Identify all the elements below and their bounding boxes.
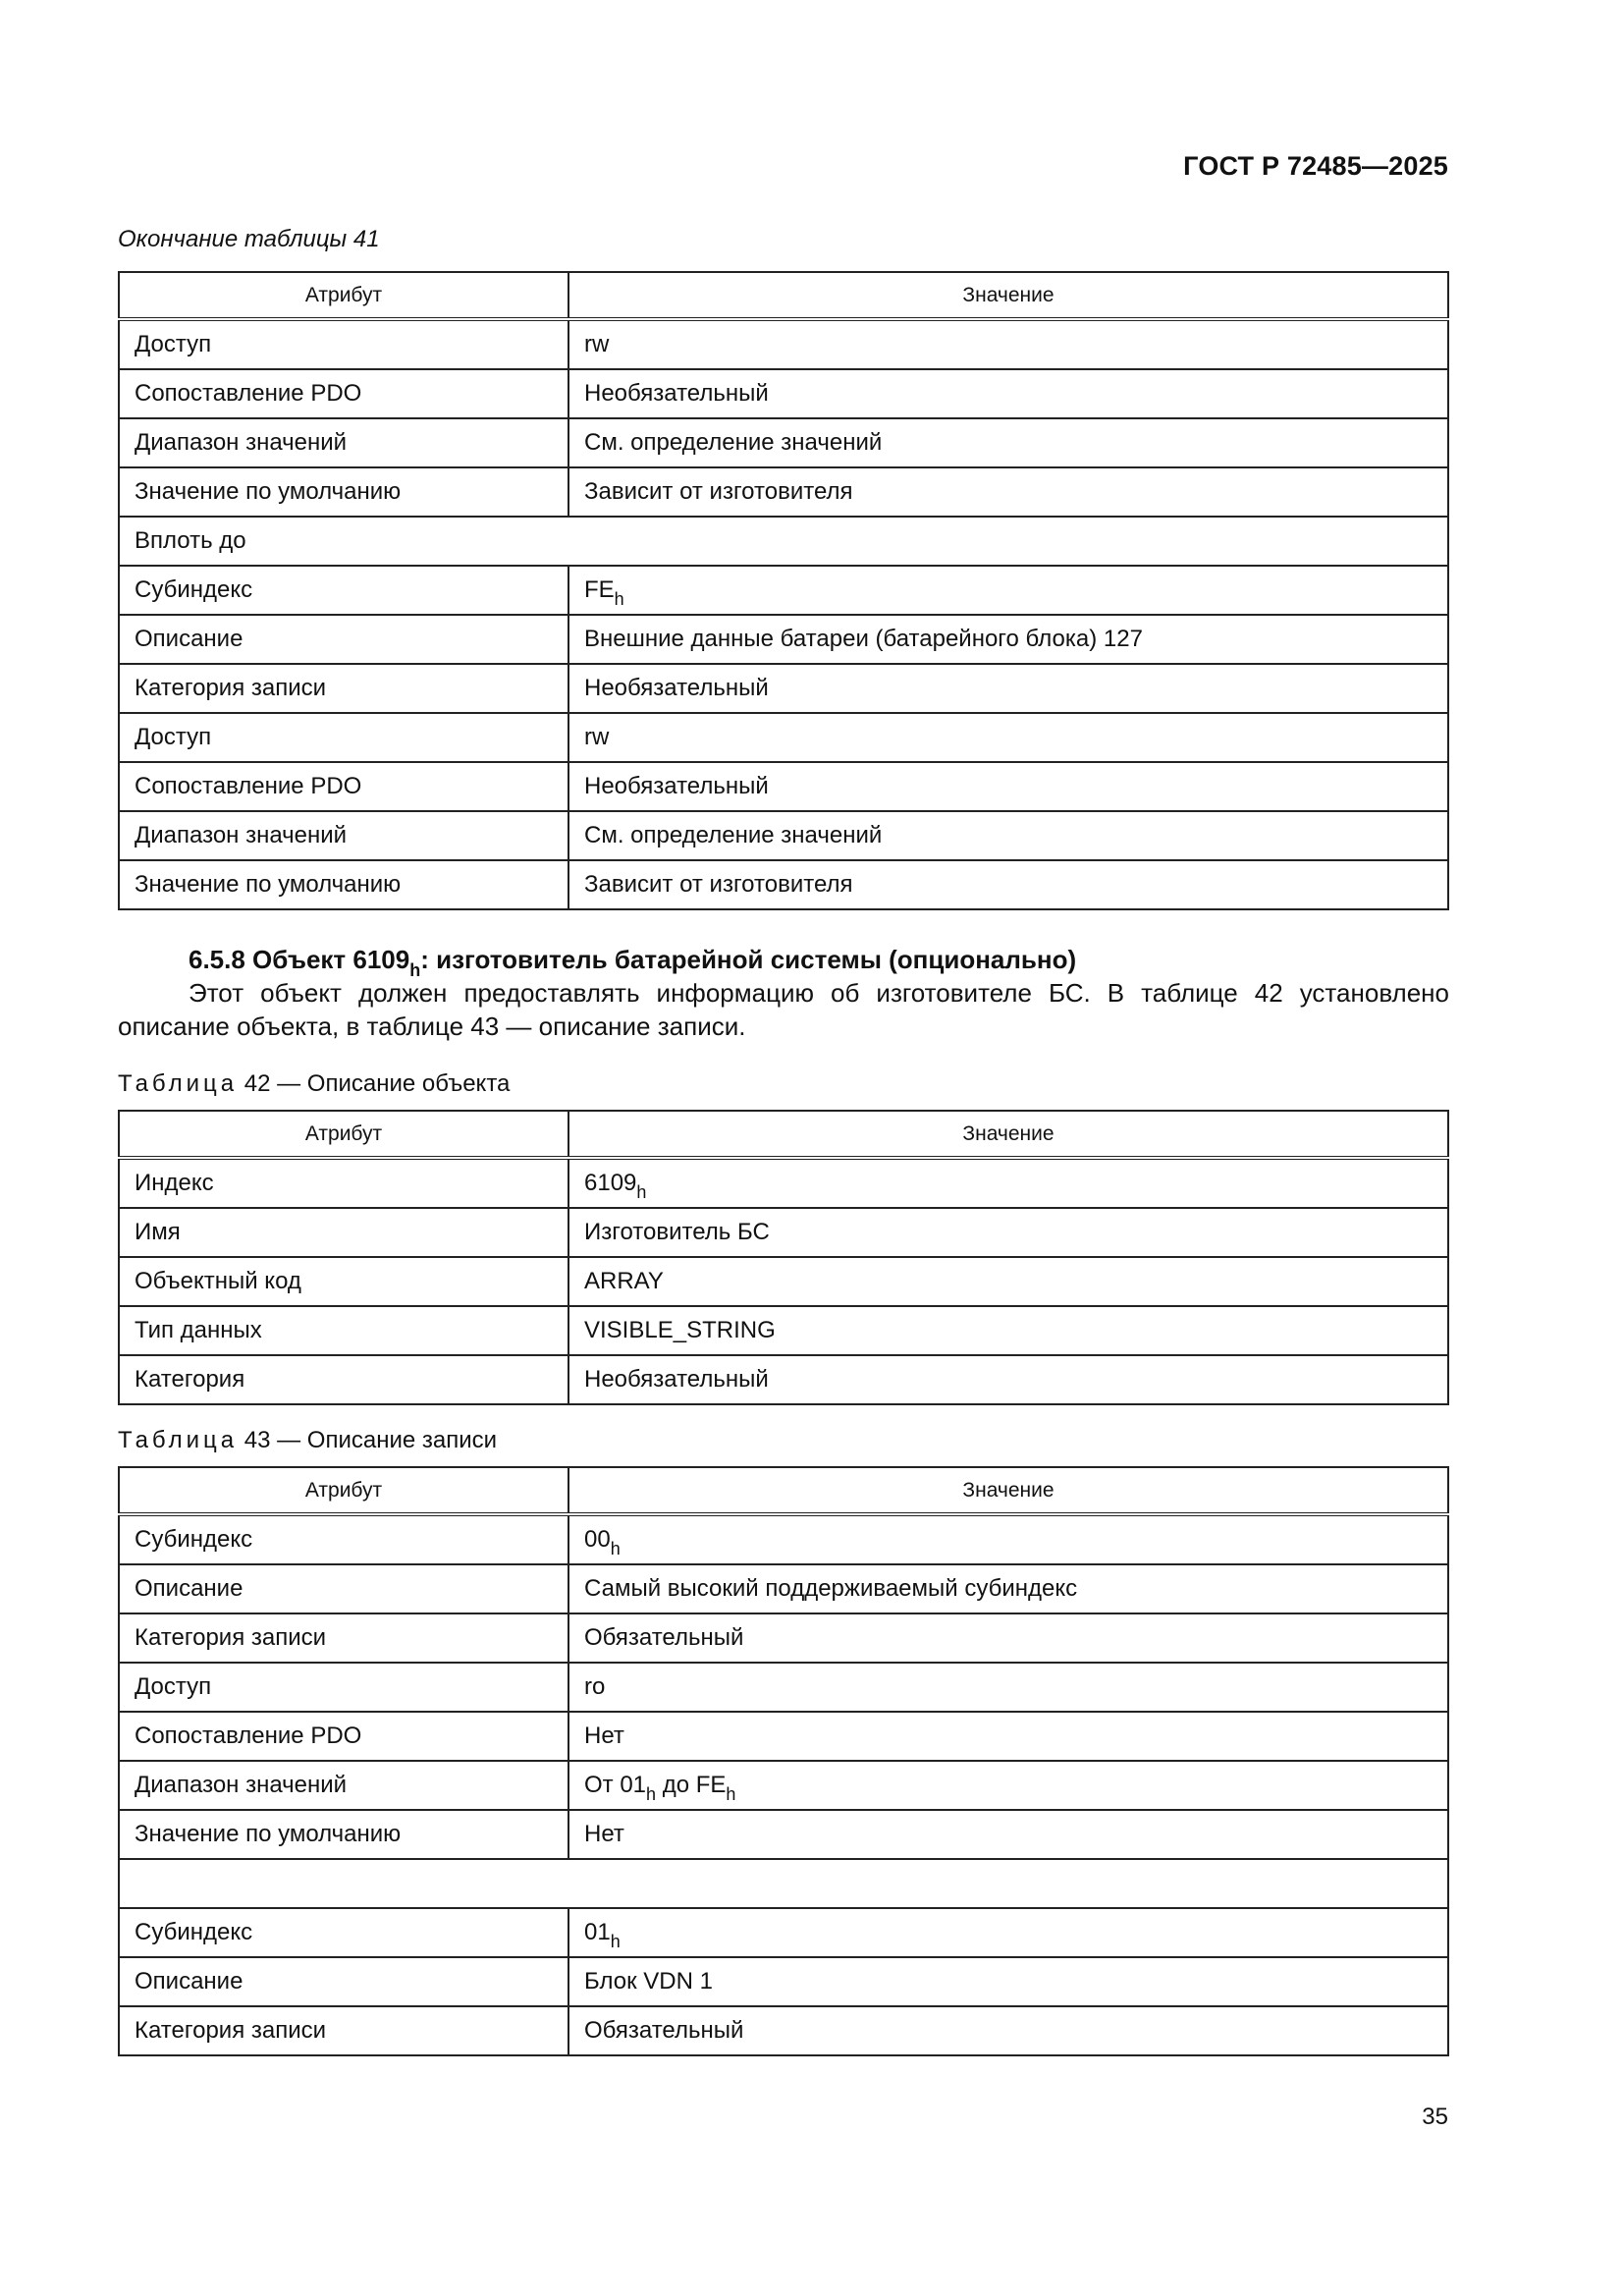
- attribute-cell: Тип данных: [119, 1306, 568, 1355]
- table-row: [119, 1859, 1448, 1908]
- value-cell: ARRAY: [568, 1257, 1448, 1306]
- value-cell: Зависит от изготовителя: [568, 860, 1448, 909]
- attribute-cell: Имя: [119, 1208, 568, 1257]
- value-cell: Необязательный: [568, 664, 1448, 713]
- column-header: Атрибут: [119, 1111, 568, 1158]
- value-cell: Необязательный: [568, 1355, 1448, 1404]
- table-43-caption: Таблица 43 — Описание записи: [118, 1427, 498, 1453]
- table-row: [119, 1208, 1448, 1257]
- attribute-cell: Диапазон значений: [119, 811, 568, 860]
- table-row: [119, 418, 1448, 467]
- attribute-cell: Субиндекс: [119, 1514, 568, 1564]
- value-cell: Необязательный: [568, 369, 1448, 418]
- attribute-cell: Описание: [119, 615, 568, 664]
- section-paragraph: Этот объект должен предоставлять информацию об изготовителе БС. В таблице 42 установлено описание объекта, в таблице 43 — описание записи.: [118, 978, 1449, 1041]
- value-cell: См. определение значений: [568, 418, 1448, 467]
- value-cell: $01_h$: [568, 1908, 1448, 1957]
- value-cell: rw: [568, 713, 1448, 762]
- column-header: Значение: [568, 272, 1448, 319]
- table-row: [119, 467, 1448, 517]
- value-cell: См. определение значений: [568, 811, 1448, 860]
- column-header: Значение: [568, 1111, 1448, 1158]
- table-row: [119, 1257, 1448, 1306]
- table-row: [119, 1514, 1448, 1564]
- value-cell: $6109_h$: [568, 1158, 1448, 1208]
- table-row: [119, 566, 1448, 615]
- value-cell: Нет: [568, 1810, 1448, 1859]
- value-cell: От $01_h$ до $FE_h$: [568, 1761, 1448, 1810]
- table-42: [118, 1110, 1449, 1405]
- table-row: [119, 713, 1448, 762]
- attribute-cell: Индекс: [119, 1158, 568, 1208]
- attribute-cell: Категория записи: [119, 2006, 568, 2055]
- section-heading: 6.5.8 Объект $6109_h$: изготовитель батарейной системы (опционально): [189, 945, 1077, 980]
- value-cell: Самый высокий поддерживаемый субиндекс: [568, 1564, 1448, 1613]
- attribute-cell: Диапазон значений: [119, 1761, 568, 1810]
- attribute-cell: Сопоставление PDO: [119, 762, 568, 811]
- attribute-cell: Субиндекс: [119, 1908, 568, 1957]
- table-41: [118, 271, 1449, 910]
- value-cell: VISIBLE_STRING: [568, 1306, 1448, 1355]
- attribute-cell: Объектный код: [119, 1257, 568, 1306]
- table-row: [119, 811, 1448, 860]
- section-6-5-8: [118, 943, 1449, 1043]
- value-cell: Нет: [568, 1712, 1448, 1761]
- attribute-cell: Доступ: [119, 319, 568, 369]
- table-row: [119, 1908, 1448, 1957]
- attribute-cell: Описание: [119, 1564, 568, 1613]
- attribute-cell: Доступ: [119, 1663, 568, 1712]
- value-cell: Обязательный: [568, 1613, 1448, 1663]
- attribute-cell: Значение по умолчанию: [119, 1810, 568, 1859]
- attribute-cell: Диапазон значений: [119, 418, 568, 467]
- attribute-cell: Сопоставление PDO: [119, 369, 568, 418]
- table-row: [119, 1613, 1448, 1663]
- page-number: 35: [1422, 2104, 1448, 2130]
- attribute-cell: Значение по умолчанию: [119, 860, 568, 909]
- table-row: [119, 664, 1448, 713]
- table-row: [119, 517, 1448, 566]
- table-row: [119, 1158, 1448, 1208]
- spanning-cell: Вплоть до: [119, 517, 1448, 566]
- value-cell: ro: [568, 1663, 1448, 1712]
- table-row: [119, 369, 1448, 418]
- table-43: [118, 1466, 1449, 2056]
- column-header: Атрибут: [119, 272, 568, 319]
- value-cell: rw: [568, 319, 1448, 369]
- table-row: [119, 762, 1448, 811]
- table-row: [119, 615, 1448, 664]
- attribute-cell: Значение по умолчанию: [119, 467, 568, 517]
- column-header: Значение: [568, 1467, 1448, 1514]
- table-row: [119, 1761, 1448, 1810]
- attribute-cell: Сопоставление PDO: [119, 1712, 568, 1761]
- value-cell: $FE_h$: [568, 566, 1448, 615]
- value-cell: Изготовитель БС: [568, 1208, 1448, 1257]
- table-41-caption: Окончание таблицы 41: [118, 226, 380, 252]
- spanning-cell: [119, 1859, 1448, 1908]
- column-header: Атрибут: [119, 1467, 568, 1514]
- table-42-caption: Таблица 42 — Описание объекта: [118, 1070, 511, 1097]
- standard-designation: ГОСТ Р 72485—2025: [1183, 151, 1448, 181]
- table-row: [119, 319, 1448, 369]
- value-cell: $00_h$: [568, 1514, 1448, 1564]
- attribute-cell: Доступ: [119, 713, 568, 762]
- value-cell: Блок VDN 1: [568, 1957, 1448, 2006]
- table-row: [119, 1810, 1448, 1859]
- table-row: [119, 2006, 1448, 2055]
- attribute-cell: Категория записи: [119, 664, 568, 713]
- value-cell: Внешние данные батареи (батарейного блока) 127: [568, 615, 1448, 664]
- table-row: [119, 1957, 1448, 2006]
- attribute-cell: Категория: [119, 1355, 568, 1404]
- value-cell: Зависит от изготовителя: [568, 467, 1448, 517]
- table-row: [119, 1564, 1448, 1613]
- table-row: [119, 1712, 1448, 1761]
- value-cell: Необязательный: [568, 762, 1448, 811]
- value-cell: Обязательный: [568, 2006, 1448, 2055]
- attribute-cell: Описание: [119, 1957, 568, 2006]
- attribute-cell: Категория записи: [119, 1613, 568, 1663]
- table-row: [119, 1306, 1448, 1355]
- table-row: [119, 860, 1448, 909]
- table-row: [119, 1355, 1448, 1404]
- attribute-cell: Субиндекс: [119, 566, 568, 615]
- table-row: [119, 1663, 1448, 1712]
